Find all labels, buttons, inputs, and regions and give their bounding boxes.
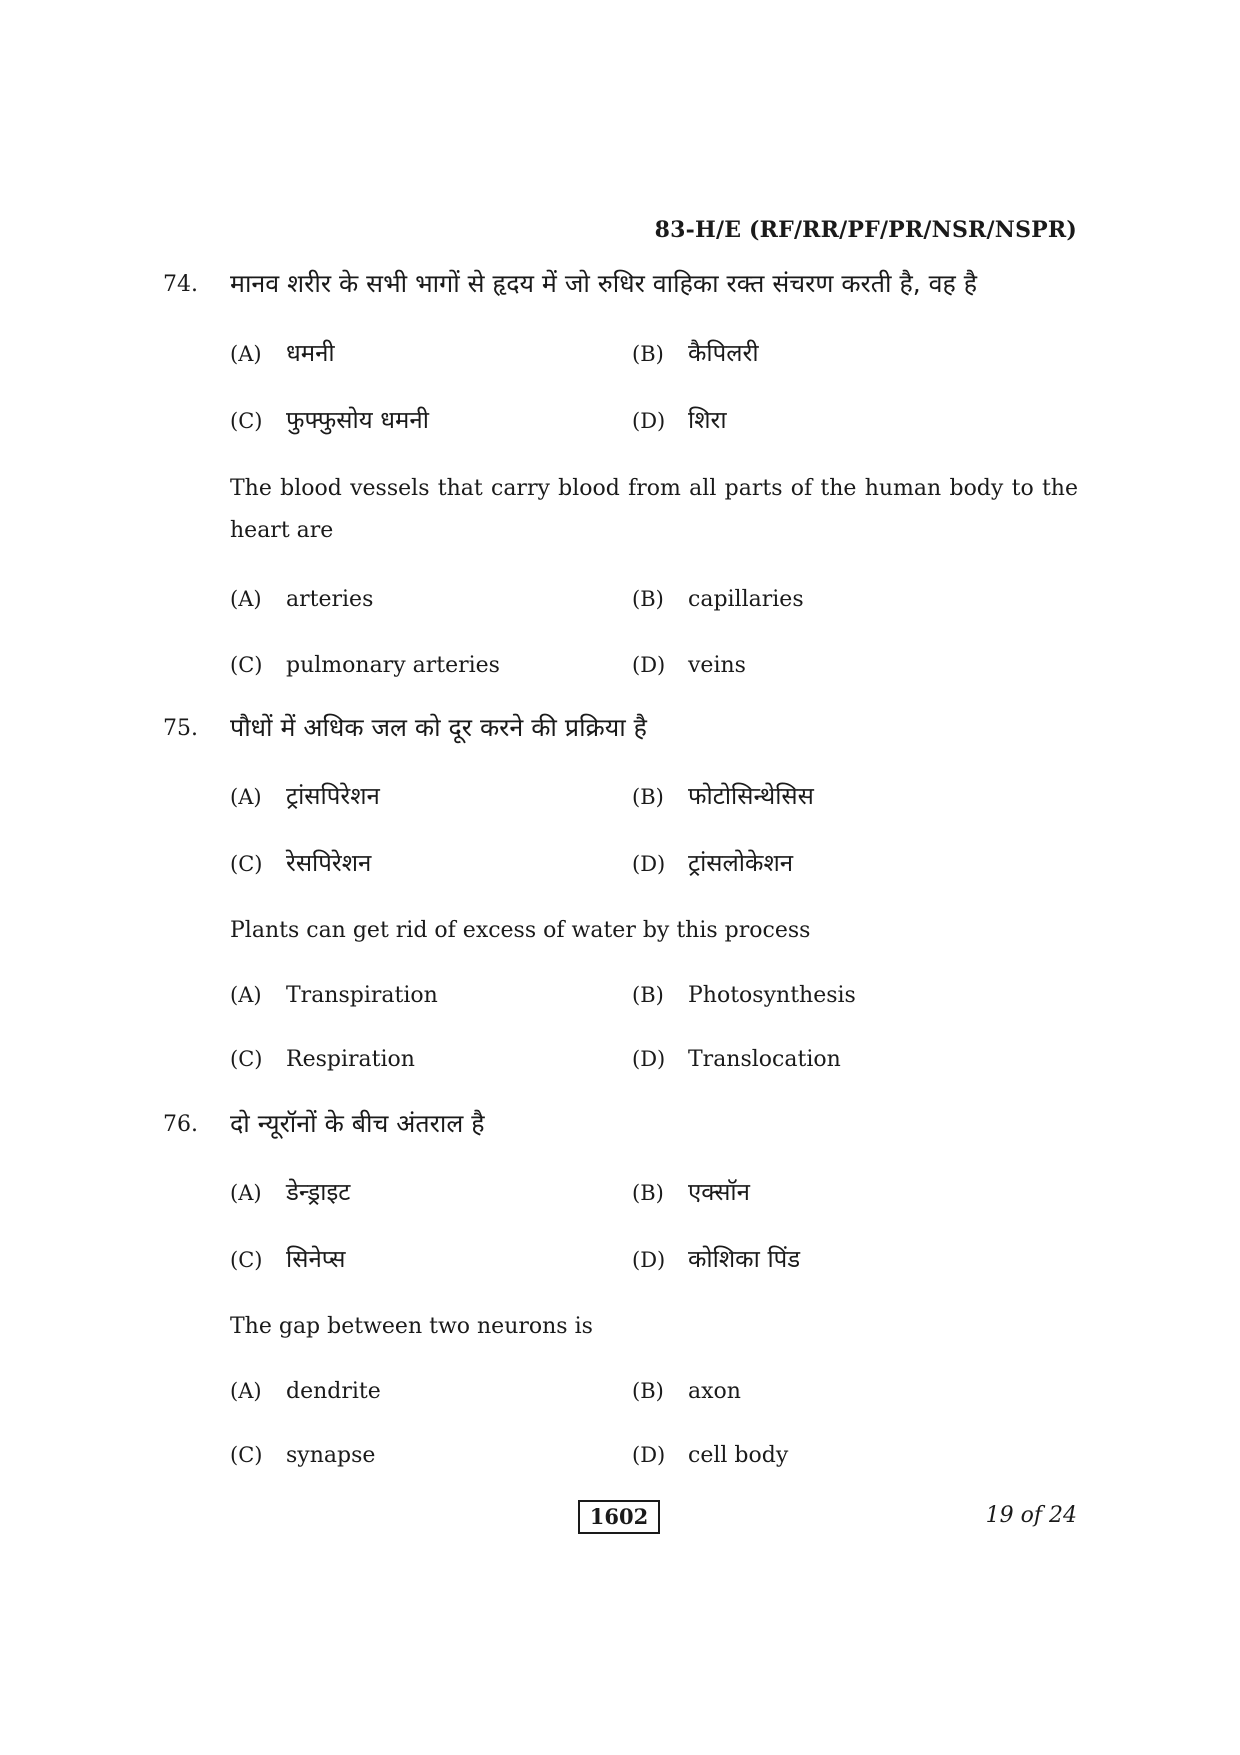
question-number: 76.: [163, 1112, 198, 1137]
option-text: डेन्ड्राइट: [286, 1178, 351, 1206]
option-letter: (D): [632, 1443, 666, 1467]
header-code: 83-H/E (RF/RR/PF/PR/NSR/NSPR): [654, 217, 1077, 243]
booklet-code-box: 1602: [578, 1500, 660, 1534]
option-text: सिनेप्स: [286, 1245, 346, 1273]
option-text: ट्रांसपिरेशन: [286, 782, 380, 810]
option-letter: (B): [632, 342, 664, 366]
option-text: pulmonary arteries: [286, 653, 500, 678]
option-letter: (B): [632, 785, 664, 809]
option-letter: (C): [230, 1248, 263, 1272]
option-letter: (D): [632, 852, 666, 876]
option-letter: (A): [230, 1379, 262, 1403]
option-text: synapse: [286, 1443, 376, 1468]
option-letter: (A): [230, 785, 262, 809]
option-text: Translocation: [688, 1047, 841, 1072]
option-text: axon: [688, 1379, 741, 1404]
option-letter: (A): [230, 1181, 262, 1205]
option-text: dendrite: [286, 1379, 381, 1404]
question-text-english: Plants can get rid of excess of water by this process: [230, 918, 811, 943]
option-letter: (B): [632, 587, 664, 611]
question-text-english: The blood vessels that carry blood from all parts of the human body to the heart are: [230, 476, 1078, 543]
option-letter: (A): [230, 983, 262, 1007]
question-number: 75.: [163, 716, 198, 741]
option-letter: (D): [632, 1047, 666, 1071]
option-text: ट्रांसलोकेशन: [688, 849, 794, 877]
option-text: capillaries: [688, 587, 804, 612]
question-text-hindi: दो न्यूरॉनों के बीच अंतराल है: [230, 1109, 485, 1138]
option-text: फोटोसिन्थेसिस: [688, 782, 814, 810]
option-letter: (A): [230, 587, 262, 611]
question-text-hindi: मानव शरीर के सभी भागों से हृदय में जो रुधिर वाहिका रक्त संचरण करती है, वह है: [230, 269, 978, 298]
option-letter: (C): [230, 1443, 263, 1467]
option-text: cell body: [688, 1443, 789, 1468]
option-letter: (D): [632, 1248, 666, 1272]
option-letter: (A): [230, 342, 262, 366]
option-text: कैपिलरी: [688, 339, 759, 367]
option-letter: (B): [632, 1181, 664, 1205]
option-text: Transpiration: [286, 983, 438, 1008]
option-letter: (C): [230, 852, 263, 876]
option-text: veins: [688, 653, 746, 678]
option-text: arteries: [286, 587, 374, 612]
option-letter: (D): [632, 409, 666, 433]
question-text-english: The gap between two neurons is: [230, 1314, 593, 1339]
option-text: Photosynthesis: [688, 983, 856, 1008]
option-text: एक्सॉन: [688, 1178, 750, 1206]
option-text: Respiration: [286, 1047, 415, 1072]
option-letter: (C): [230, 1047, 263, 1071]
question-text-hindi: पौधों में अधिक जल को दूर करने की प्रक्रिया है: [230, 713, 647, 742]
option-letter: (C): [230, 653, 263, 677]
option-letter: (B): [632, 983, 664, 1007]
option-text: कोशिका पिंड: [688, 1245, 801, 1273]
option-letter: (D): [632, 653, 666, 677]
option-letter: (B): [632, 1379, 664, 1403]
option-text: फुफ्फुसोय धमनी: [286, 406, 429, 434]
option-text: शिरा: [688, 406, 727, 434]
page-number: 19 of 24: [985, 1503, 1077, 1528]
question-number: 74.: [163, 272, 198, 297]
option-text: धमनी: [286, 339, 335, 367]
option-text: रेसपिरेशन: [286, 849, 372, 877]
option-letter: (C): [230, 409, 263, 433]
